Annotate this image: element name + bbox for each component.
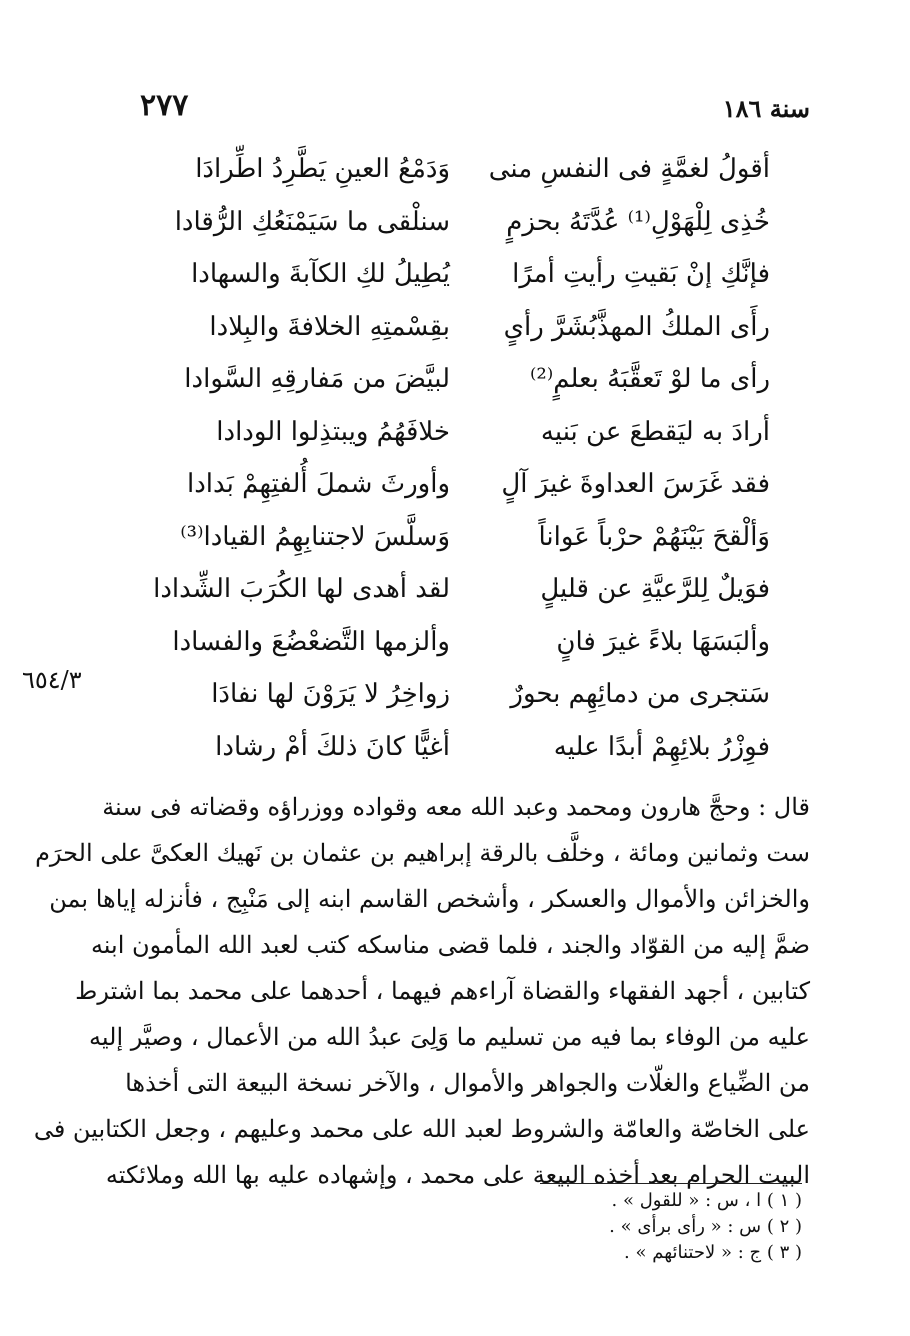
verse bbox=[153, 566, 770, 619]
verse bbox=[170, 671, 770, 724]
verse-second-hemistich: بقِسْمتِهِ الخلافةَ والبِلادا bbox=[209, 311, 450, 342]
verse bbox=[170, 619, 770, 672]
prose-line: على الخاصّة والعامّة والشروط لعبد الله على محمد وعليهم ، وجعل الكتابين فى bbox=[33, 1115, 810, 1143]
prose-line: ست وثمانين ومائة ، وخلَّف بالرقة إبراهيم بن عثمان بن نَهيك العكىَّ على الحرَم bbox=[35, 839, 810, 867]
verse bbox=[170, 409, 770, 462]
verse-first-hemistich: وألبَسَهَا بلاءً غيرَ فانٍ bbox=[556, 626, 770, 657]
verse bbox=[170, 356, 770, 409]
verse-second-hemistich: سنلْقى ما سَيَمْنَعُكِ الرُّقادا bbox=[174, 206, 450, 237]
verse bbox=[170, 304, 770, 357]
prose-line: عليه من الوفاء بما فيه من تسليم ما وَلِىَ عبدُ الله من الأعمال ، وصيَّر إليه bbox=[89, 1023, 810, 1051]
verse-second-hemistich: أغيًّا كانَ ذلكَ أمْ رشادا bbox=[215, 731, 450, 762]
prose-line: ضمَّ إليه من القوّاد والجند ، فلما قضى مناسكه كتب لعبد الله المأمون ابنه bbox=[90, 931, 810, 959]
verse bbox=[170, 514, 770, 567]
verse-second-hemistich: وَسلَّسَ لاجتنابِهِمُ القيادا⁽³⁾ bbox=[180, 521, 450, 552]
verse bbox=[170, 461, 770, 514]
footnote: ( ٣ ) ج : « لاحتنائهم » . bbox=[624, 1242, 802, 1263]
verse bbox=[170, 251, 770, 304]
prose-line: البيت الحرام بعد أخذه البيعة على محمد ، وإشهاده عليه بها الله وملائكته bbox=[105, 1161, 810, 1189]
verse bbox=[170, 146, 770, 199]
verse bbox=[170, 724, 770, 777]
verse-second-hemistich: خلافَهُمُ ويبتذِلوا الودادا bbox=[216, 416, 450, 447]
verse-first-hemistich: خُذِى لِلْهَوْلِ⁽¹⁾ عُدَّتَهُ بحزمٍ bbox=[506, 206, 770, 237]
verse-first-hemistich: فإنَّكِ إنْ بَقيتِ رأيتِ أمرًا bbox=[512, 259, 770, 289]
footnotes bbox=[502, 1188, 802, 1266]
prose-line: كتابين ، أجهد الفقهاء والقضاة آراءهم فيهما ، أحدهما على محمد بما اشترط bbox=[75, 977, 810, 1005]
verse-first-hemistich: سَتجرى من دمائِهِم بحورٌ bbox=[510, 679, 770, 709]
verse-first-hemistich: فوَيلٌ لِلرَّعيَّةِ عن قليلٍ bbox=[540, 574, 770, 604]
footnote: ( ١ ) ا ، س : « للقول » . bbox=[611, 1190, 802, 1211]
verse-first-hemistich: رأَى الملكُ المهذَّبُشَرَّ رأىٍ bbox=[503, 311, 770, 342]
verse-first-hemistich: وَألْقحَ بَيْنَهُمْ حرْباً عَواناً bbox=[538, 521, 770, 552]
verse-second-hemistich: وألزمها التَّضعْضُعَ والفسادا bbox=[172, 626, 450, 657]
verse-first-hemistich: أرادَ به ليَقطعَ عن بَنيه bbox=[540, 416, 770, 447]
verse-first-hemistich: فوِزْرُ بلائِهِمْ أبدًا عليه bbox=[553, 731, 770, 762]
prose-paragraph bbox=[33, 784, 810, 1198]
poem bbox=[153, 146, 770, 776]
footnote-divider bbox=[540, 1183, 802, 1184]
verse-second-hemistich: وأورثَ شملَ أُلفتِهِمْ بَدادا bbox=[186, 469, 450, 499]
verse-second-hemistich: لبيَّضَ من مَفارقِهِ السَّوادا bbox=[184, 364, 450, 394]
prose-line: قال : وحجَّ هارون ومحمد وعبد الله معه وقواده ووزراؤه وقضاته فى سنة bbox=[102, 793, 810, 821]
verse-second-hemistich: وَدَمْعُ العينِ يَطَّرِدُ اطِّرادَا bbox=[195, 154, 450, 184]
footnote: ( ٢ ) س : « رأى برأى » . bbox=[609, 1216, 802, 1237]
prose-line: من الضِّياع والغلّات والجواهر والأموال ، والآخر نسخة البيعة التى أخذها bbox=[125, 1069, 810, 1097]
margin-reference: ٦٥٤/٣ bbox=[22, 666, 82, 694]
page-number: ٢٧٧ bbox=[140, 88, 189, 123]
verse-first-hemistich: رأى ما لوْ تَعقَّبَهُ بعلمٍ⁽²⁾ bbox=[529, 364, 770, 394]
verse-second-hemistich: لقد أهدى لها الكُرَبَ الشِّدادا bbox=[153, 574, 450, 604]
verse-second-hemistich: يُطِيلُ لكِ الكآبةَ والسهادا bbox=[191, 259, 450, 289]
verse-second-hemistich: زواخِرُ لا يَرَوْنَ لها نفادَا bbox=[211, 679, 450, 709]
verse bbox=[170, 199, 770, 252]
verse-first-hemistich: أقولُ لغمَّةٍ فى النفسِ منى bbox=[488, 154, 770, 184]
prose-line: والخزائن والأموال والعسكر ، وأشخص القاسم ابنه إلى مَنْبِج ، فأنزله إياها بمن bbox=[49, 885, 810, 913]
verse-first-hemistich: فقد غَرَسَ العداوةَ غيرَ آلٍ bbox=[501, 469, 770, 499]
running-head: سنة ١٨٦ bbox=[722, 94, 810, 123]
page-header bbox=[140, 88, 810, 128]
